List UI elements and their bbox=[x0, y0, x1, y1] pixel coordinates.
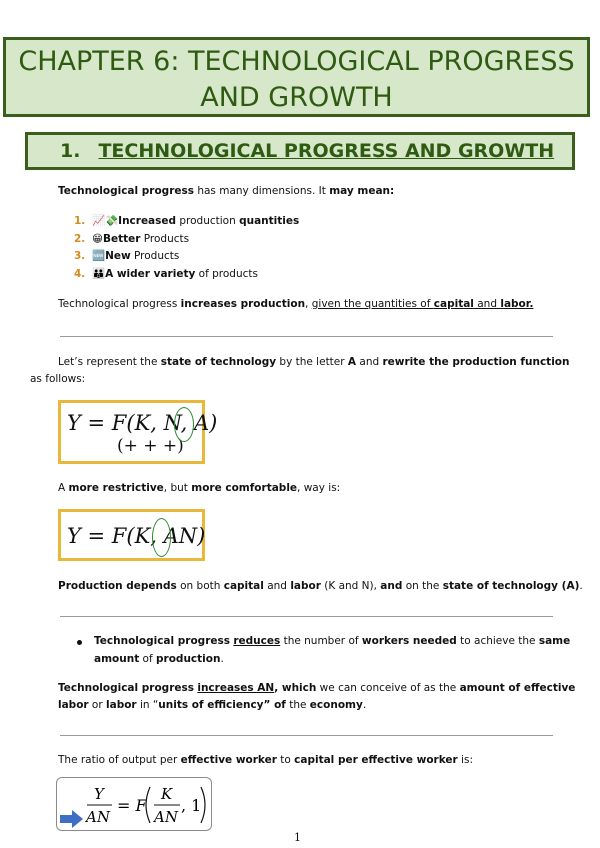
list-text: Products bbox=[140, 233, 190, 245]
text: . bbox=[362, 699, 367, 711]
section-title: TECHNOLOGICAL PROGRESS AND GROWTH bbox=[98, 140, 555, 162]
text: (K and N), bbox=[320, 580, 381, 592]
bold-text: labor bbox=[290, 580, 321, 592]
list-text: production bbox=[176, 215, 240, 227]
underlined-text: given the quantities of bbox=[311, 298, 434, 310]
equals-f: = F bbox=[117, 796, 147, 815]
bold-text: units of efficiency bbox=[158, 699, 264, 711]
comma-one: , 1 bbox=[181, 796, 202, 815]
bold-text: workers needed bbox=[361, 635, 457, 647]
text: Technological progress bbox=[58, 298, 181, 310]
bold-text: A bbox=[347, 356, 357, 368]
text: . bbox=[579, 580, 583, 592]
paragraph-restrictive bbox=[58, 481, 340, 495]
text: and bbox=[356, 356, 383, 368]
text: we can conceive of as the bbox=[316, 682, 460, 694]
text: , way is: bbox=[297, 482, 341, 494]
list-bold: Better bbox=[102, 233, 141, 245]
bold-text: labor. bbox=[500, 298, 534, 310]
list-item bbox=[74, 214, 299, 228]
family-icon: 👪 bbox=[92, 268, 106, 280]
text: and bbox=[263, 580, 291, 592]
bold-text: Production depends bbox=[58, 580, 177, 592]
chapter-title-line1: CHAPTER 6: TECHNOLOGICAL PROGRESS bbox=[18, 46, 575, 77]
list-bold: Increased bbox=[118, 215, 177, 227]
paragraph-effective-labor bbox=[58, 681, 575, 695]
highlight-ellipse bbox=[152, 518, 171, 557]
text: . bbox=[220, 653, 224, 665]
divider bbox=[60, 336, 553, 337]
bullet-reduces-workers bbox=[94, 634, 570, 648]
highlight-ellipse bbox=[174, 407, 194, 442]
labor-augmenting-formula: Y = F(K, AN) bbox=[67, 524, 206, 548]
intro-text: has many dimensions. It bbox=[194, 185, 330, 197]
text: A bbox=[58, 482, 69, 494]
paragraph-state-of-technology bbox=[58, 355, 569, 369]
intro-bold-2: may mean: bbox=[329, 185, 395, 197]
sign-annotation: (+ + +) bbox=[117, 436, 184, 456]
numerator-k: K bbox=[161, 785, 173, 803]
list-text: of products bbox=[195, 268, 258, 280]
bold-text: and bbox=[380, 580, 403, 592]
bold-text: labor bbox=[58, 699, 89, 711]
paragraph-continuation bbox=[58, 698, 366, 712]
text: Let’s represent the bbox=[58, 356, 161, 368]
numerator-y: Y bbox=[94, 785, 104, 803]
new-badge-icon: 🆕 bbox=[92, 250, 106, 262]
text: the number of bbox=[280, 635, 362, 647]
intro-paragraph bbox=[58, 184, 394, 198]
text: and bbox=[473, 298, 501, 310]
bold-text: production bbox=[156, 653, 221, 665]
bold-text: same bbox=[538, 635, 571, 647]
bold-text: state of technology bbox=[160, 356, 277, 368]
bold-text: amount of effective bbox=[459, 682, 576, 694]
text: of bbox=[139, 653, 157, 665]
bold-underlined-text: increases AN bbox=[197, 682, 275, 694]
denominator-an-2: AN bbox=[154, 808, 178, 826]
denominator-an: AN bbox=[86, 808, 110, 826]
chart-money-icon: 📈💸 bbox=[92, 215, 119, 227]
text: , bbox=[305, 298, 312, 310]
text: , but bbox=[163, 482, 192, 494]
text: to achieve the bbox=[456, 635, 539, 647]
text: by the letter bbox=[276, 356, 348, 368]
bold-text: amount bbox=[94, 653, 140, 665]
list-bold: New bbox=[105, 250, 131, 262]
paragraph-ratio bbox=[58, 753, 473, 767]
text: in “ bbox=[136, 699, 159, 711]
formula-box-1 bbox=[58, 400, 218, 464]
divider bbox=[60, 735, 553, 736]
list-number: 4. bbox=[74, 268, 86, 280]
smile-icon: 😁 bbox=[92, 233, 103, 245]
list-bold-2: quantities bbox=[239, 215, 300, 227]
text: to bbox=[276, 754, 295, 766]
bold-text: capital per effective worker bbox=[294, 754, 458, 766]
chapter-title-line2: AND GROWTH bbox=[200, 82, 393, 113]
bold-text: economy bbox=[309, 699, 363, 711]
formula-box-2 bbox=[58, 509, 205, 561]
production-function-formula: Y = F(K, N, A) bbox=[67, 411, 218, 435]
page-number: 1 bbox=[294, 831, 301, 844]
bold-text: increases production bbox=[180, 298, 306, 310]
paragraph-production-depends bbox=[58, 579, 583, 593]
bold-text: more restrictive bbox=[68, 482, 164, 494]
list-bold: A wider variety bbox=[105, 268, 196, 280]
chapter-title-box bbox=[3, 37, 590, 117]
text: on both bbox=[176, 580, 224, 592]
bold-text: more comfortable bbox=[191, 482, 298, 494]
paragraph-continuation: as follows: bbox=[30, 373, 86, 385]
bold-underlined-text: reduces bbox=[233, 635, 281, 647]
text: or bbox=[88, 699, 107, 711]
text: on the bbox=[402, 580, 443, 592]
list-number: 3. bbox=[74, 250, 86, 262]
list-item bbox=[74, 249, 179, 263]
bold-text: , which bbox=[274, 682, 317, 694]
text: the bbox=[285, 699, 310, 711]
list-number: 2. bbox=[74, 233, 86, 245]
bold-text: Technological progress bbox=[94, 635, 230, 647]
text: is: bbox=[457, 754, 473, 766]
right-arrow-icon bbox=[60, 810, 83, 828]
ratio-formula-box bbox=[56, 777, 212, 831]
bold-text: ” of bbox=[263, 699, 286, 711]
bullet-dot bbox=[77, 640, 82, 645]
ratio-formula-graphic bbox=[56, 777, 212, 831]
bold-text: effective worker bbox=[180, 754, 277, 766]
text: The ratio of output per bbox=[58, 754, 181, 766]
bold-text: capital bbox=[223, 580, 264, 592]
list-item bbox=[74, 232, 189, 246]
bold-text: Technological progress bbox=[58, 682, 194, 694]
bold-text: state of technology (A) bbox=[442, 580, 580, 592]
bold-text: rewrite the production function bbox=[382, 356, 570, 368]
section-heading bbox=[25, 132, 575, 170]
section-number: 1. bbox=[60, 140, 81, 162]
paragraph-increases-production bbox=[58, 297, 533, 311]
list-number: 1. bbox=[74, 215, 86, 227]
list-text: Products bbox=[130, 250, 180, 262]
bullet-continuation bbox=[94, 652, 224, 666]
intro-bold: Technological progress bbox=[58, 185, 194, 197]
bold-text: capital bbox=[433, 298, 474, 310]
bold-text: labor bbox=[106, 699, 137, 711]
divider bbox=[60, 616, 553, 617]
list-item bbox=[74, 267, 258, 281]
